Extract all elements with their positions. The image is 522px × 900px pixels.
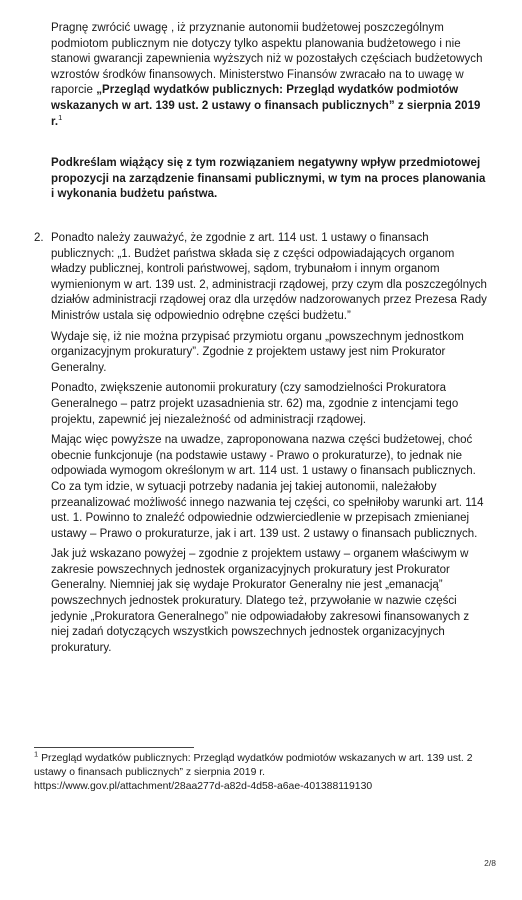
- conclusion-paragraph: [51, 156, 487, 208]
- paragraph: Wydaje się, iż nie można przypisać przymiotu organu „powszechnym jednostkom organizacyjnym prokuratury”. Zgodnie z projektem ustawy jest nim Prokurator Generalny.: [51, 330, 464, 374]
- intro-paragraph: [51, 21, 487, 135]
- footnote-ref[interactable]: 1: [58, 112, 63, 122]
- footnote-divider: [34, 747, 194, 748]
- footnote-text: Przegląd wydatków publicznych: Przegląd wydatków podmiotów wskazanych w art. 139 ust. 2 ustawy o finansach publicznych” z sierpnia 2019 r.: [34, 753, 473, 778]
- conclusion-text: Podkreślam wiążący się z tym rozwiązaniem negatywny wpływ przedmiotowej propozycji na zarządzenie finansami publicznymi, w tym na proces planowania i wykonania budżetu państwa.: [51, 157, 486, 201]
- list-item-content: [51, 231, 489, 656]
- intro-text: Pragnę zwrócić uwagę , iż przyznanie autonomii budżetowej poszczególnym podmiotom publicznym nie dotyczy tylko aspektu planowania budżetowego i nie stanowi gwarancji zapewnienia wyższych niż w pozostałych częściach budżetowych wzrostów środków finansowych. Ministerstwo Finansów zwracało na to uwagę w raporcie: [51, 22, 483, 97]
- list-item-2: [34, 231, 489, 661]
- footnote: [34, 749, 486, 794]
- list-item-number: 2.: [34, 232, 44, 244]
- paragraph: Mając więc powyższe na uwadze, zaproponowana nazwa części budżetowej, choć obecnie funkcjonuje (na podstawie ustawy - Prawo o prokuraturze), to jednak nie odpowiada wymogom określonym w art. 114 ust. 1 ustawy o finansach publicznych. Co za tym idzie, w sytuacji potrzeby nadania jej takiej autonomii, należałoby przeanalizować możliwość innego nazwania tej części, co spełniłoby warunki art. 114 ust. 1. Powinno to znaleźć odpowiednie odzwierciedlenie w przepisach zmienianej ustawy – Prawo o prokuraturze, jak i art. 139 ust. 2 ustawy o finansach publicznych.: [51, 434, 484, 540]
- paragraph: Ponadto należy zauważyć, że zgodnie z art. 114 ust. 1 ustawy o finansach publicznych: „1. Budżet państwa składa się z części odpowiadających organom władzy publicznej, kontroli państwowej, sądom, trybunałom i innym organom wymienionym w art. 139 ust. 2, administracji rządowej, przy czym dla poszczególnych działów administracji rządowej oraz dla urzędów nadzorowanych przez Prezesa Rady Ministrów ustala się odpowiednio odrębne części budżetu.”: [51, 232, 487, 322]
- footnote-link[interactable]: https://www.gov.pl/attachment/28aa277d-a82d-4d58-a6ae-401388119130: [34, 781, 373, 792]
- paragraph: Ponadto, zwiększenie autonomii prokuratury (czy samodzielności Prokuratora Generalnego – patrz projekt uzasadnienia str. 62) ma, zgodnie z intencjami tego projektu, zapewnić jej niezależność od administracji rządowej.: [51, 382, 459, 426]
- page-number: 2/8: [484, 858, 496, 868]
- report-title: „Przegląd wydatków publicznych: Przegląd wydatków podmiotów wskazanych w art. 139 ust. 2 ustawy o finansach publicznych” z sierpnia 2019 r.: [51, 84, 481, 128]
- paragraph: Jak już wskazano powyżej – zgodnie z projektem ustawy – organem właściwym w zakresie powszechnych jednostek organizacyjnych prokuratury jest Prokurator Generalny. Niemniej jak się wydaje Prokurator Generalny nie jest „emanacją” powszechnych jednostek prokuratury. Dlatego też, przywołanie w nazwie części jedynie „Prokuratora Generalnego” nie odpowiadałoby zakresowi finansowanych z niej zadań dotyczących wszystkich powszechnych jednostek organizacyjnych prokuratury.: [51, 548, 470, 654]
- footnote-marker: 1: [34, 749, 39, 759]
